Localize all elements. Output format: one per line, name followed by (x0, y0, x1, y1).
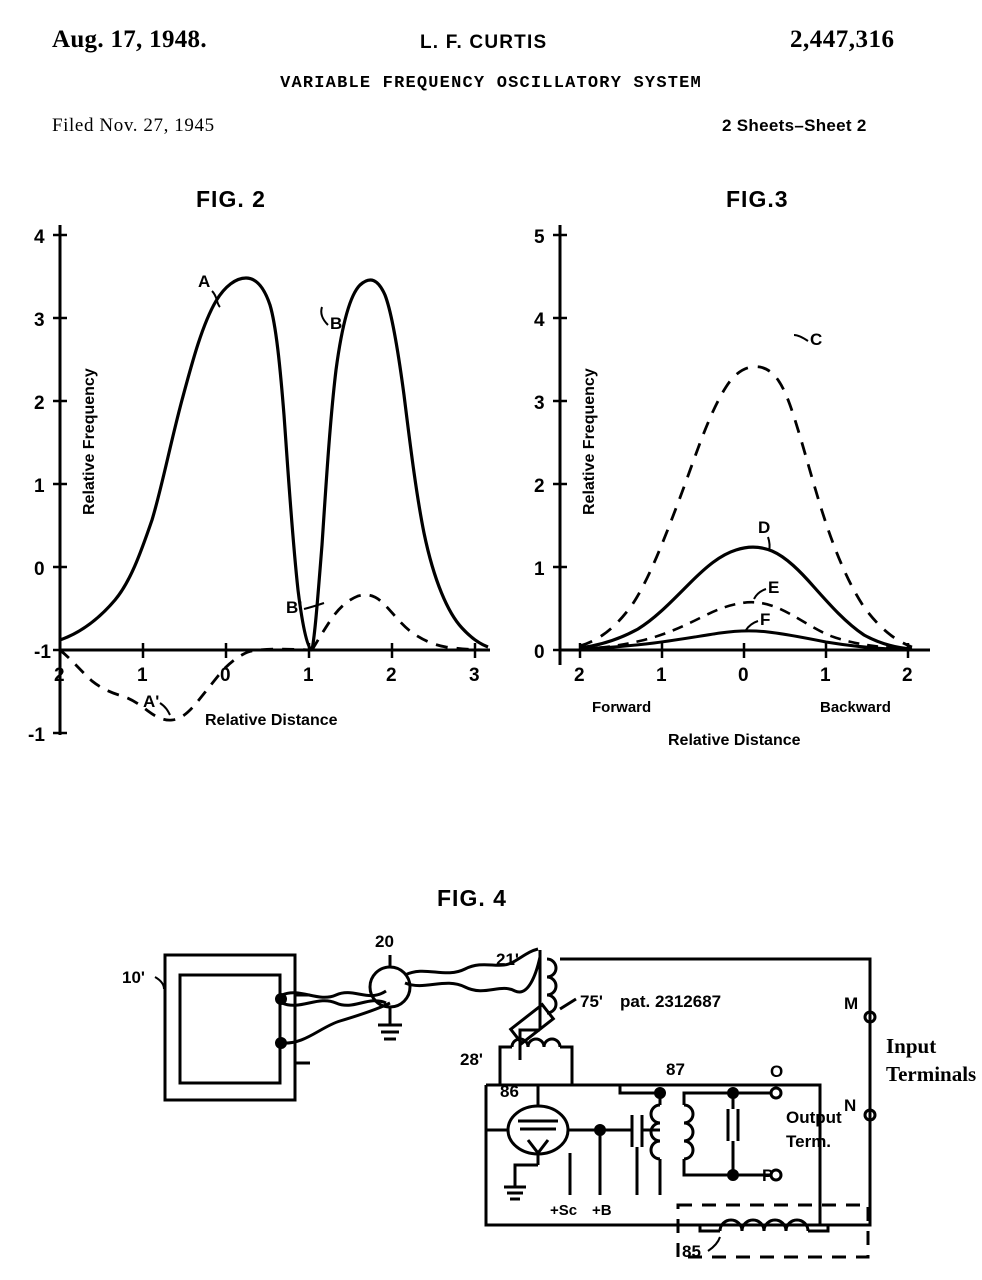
coil-87-secondary (684, 1105, 693, 1159)
fig3-ytick-3: 3 (534, 393, 545, 414)
figure-4-caption: FIG. 4 (437, 885, 507, 911)
label-input-line1: Input (886, 1034, 937, 1058)
fig3-label-c: C (810, 330, 823, 349)
fig3-x-axis-label: Relative Distance (668, 732, 801, 749)
fig2-xtick-2: 0 (220, 665, 231, 686)
label-output-line1: Output (786, 1108, 842, 1127)
coil-21-winding (547, 959, 556, 1013)
fig2-label-b-prime: B' (286, 598, 303, 617)
label-86: 86 (500, 1082, 519, 1101)
fig2-label-a-prime: A' (143, 692, 160, 711)
patent-number: 2,447,316 (790, 26, 895, 53)
figure-3-caption: FIG.3 (726, 186, 789, 212)
label-terminal-o: O (770, 1062, 784, 1081)
label-input-line2: Terminals (886, 1062, 977, 1086)
fig3-label-d: D (758, 518, 771, 537)
fig3-xtick-2: 0 (738, 665, 749, 686)
label-75-prime: 75' (580, 992, 603, 1011)
filed-date: Filed Nov. 27, 1945 (52, 115, 215, 136)
label-85: 85 (682, 1242, 701, 1261)
element-75 (511, 1005, 554, 1044)
fig3-direction-forward: Forward (592, 699, 652, 716)
fig2-ytick-4: 3 (34, 310, 45, 331)
fig3-ytick-1: 1 (534, 559, 545, 580)
figure-3-chart (520, 215, 980, 760)
fig3-curve-d (580, 547, 912, 649)
fig2-curve-b (312, 280, 488, 650)
fig2-ytick-neg1: -1 (28, 725, 45, 746)
label-plus-b: +B (592, 1202, 612, 1219)
fig2-xtick-0: 2 (54, 665, 65, 686)
label-terminal-p: P (762, 1166, 774, 1185)
fig2-ytick-0: -1 (34, 642, 51, 663)
fig3-y-axis-label: Relative Frequency (581, 368, 598, 515)
fig3-label-e: E (768, 578, 780, 597)
fig3-xtick-0: 2 (574, 665, 585, 686)
fig3-ytick-4: 4 (534, 310, 545, 331)
fig3-ytick-2: 2 (534, 476, 545, 497)
fig3-xtick-3: 1 (820, 665, 831, 686)
crystal-inner-box (180, 975, 280, 1083)
fig2-curve-b-prime (312, 595, 488, 650)
label-terminal-n: N (844, 1096, 857, 1115)
label-28-prime: 28' (460, 1050, 483, 1069)
figure-4-circuit-diagram (60, 925, 977, 1265)
fig3-curve-e (580, 602, 912, 649)
fig3-ytick-5: 5 (534, 227, 545, 248)
figure-2-caption: FIG. 2 (196, 186, 266, 212)
fig2-ytick-5: 4 (34, 227, 45, 248)
label-terminal-m: M (844, 994, 859, 1013)
crystal-outer-box (165, 955, 295, 1100)
label-plus-sc: +Sc (550, 1202, 578, 1219)
fig3-ytick-0: 0 (534, 642, 545, 663)
label-patent-ref: pat. 2312687 (620, 992, 722, 1011)
fig2-ytick-1: 0 (34, 559, 45, 580)
filing-date-header: Aug. 17, 1948. (52, 26, 207, 53)
fig3-label-f: F (760, 610, 771, 629)
coil-87-primary (651, 1105, 660, 1159)
figure-2-chart (20, 215, 500, 760)
label-20: 20 (375, 932, 394, 951)
fig2-xtick-5: 3 (469, 665, 480, 686)
fig2-label-a: A (198, 272, 211, 291)
fig3-direction-backward: Backward (820, 699, 891, 716)
fig2-y-axis-label: Relative Frequency (81, 368, 98, 515)
label-21-prime: 21' (496, 950, 519, 969)
fig2-label-b: B (330, 314, 343, 333)
label-10-prime: 10' (122, 968, 145, 987)
sheet-count: 2 Sheets–Sheet 2 (722, 116, 867, 135)
fig2-xtick-1: 1 (137, 665, 148, 686)
label-output-line2: Term. (786, 1132, 832, 1151)
inventor-name: L. F. CURTIS (420, 32, 548, 53)
fig2-ytick-2: 1 (34, 476, 45, 497)
fig2-x-axis-label: Relative Distance (205, 712, 338, 729)
tube-20 (370, 967, 410, 1007)
label-87: 87 (666, 1060, 685, 1079)
fig2-curve-a-prime (60, 649, 310, 720)
fig3-curve-c (580, 367, 912, 647)
fig2-ytick-3: 2 (34, 393, 45, 414)
fig3-xtick-4: 2 (902, 665, 913, 686)
fig3-xtick-1: 1 (656, 665, 667, 686)
patent-title: VARIABLE FREQUENCY OSCILLATORY SYSTEM (280, 74, 702, 93)
fig2-xtick-4: 2 (386, 665, 397, 686)
fig2-xtick-3: 1 (303, 665, 314, 686)
